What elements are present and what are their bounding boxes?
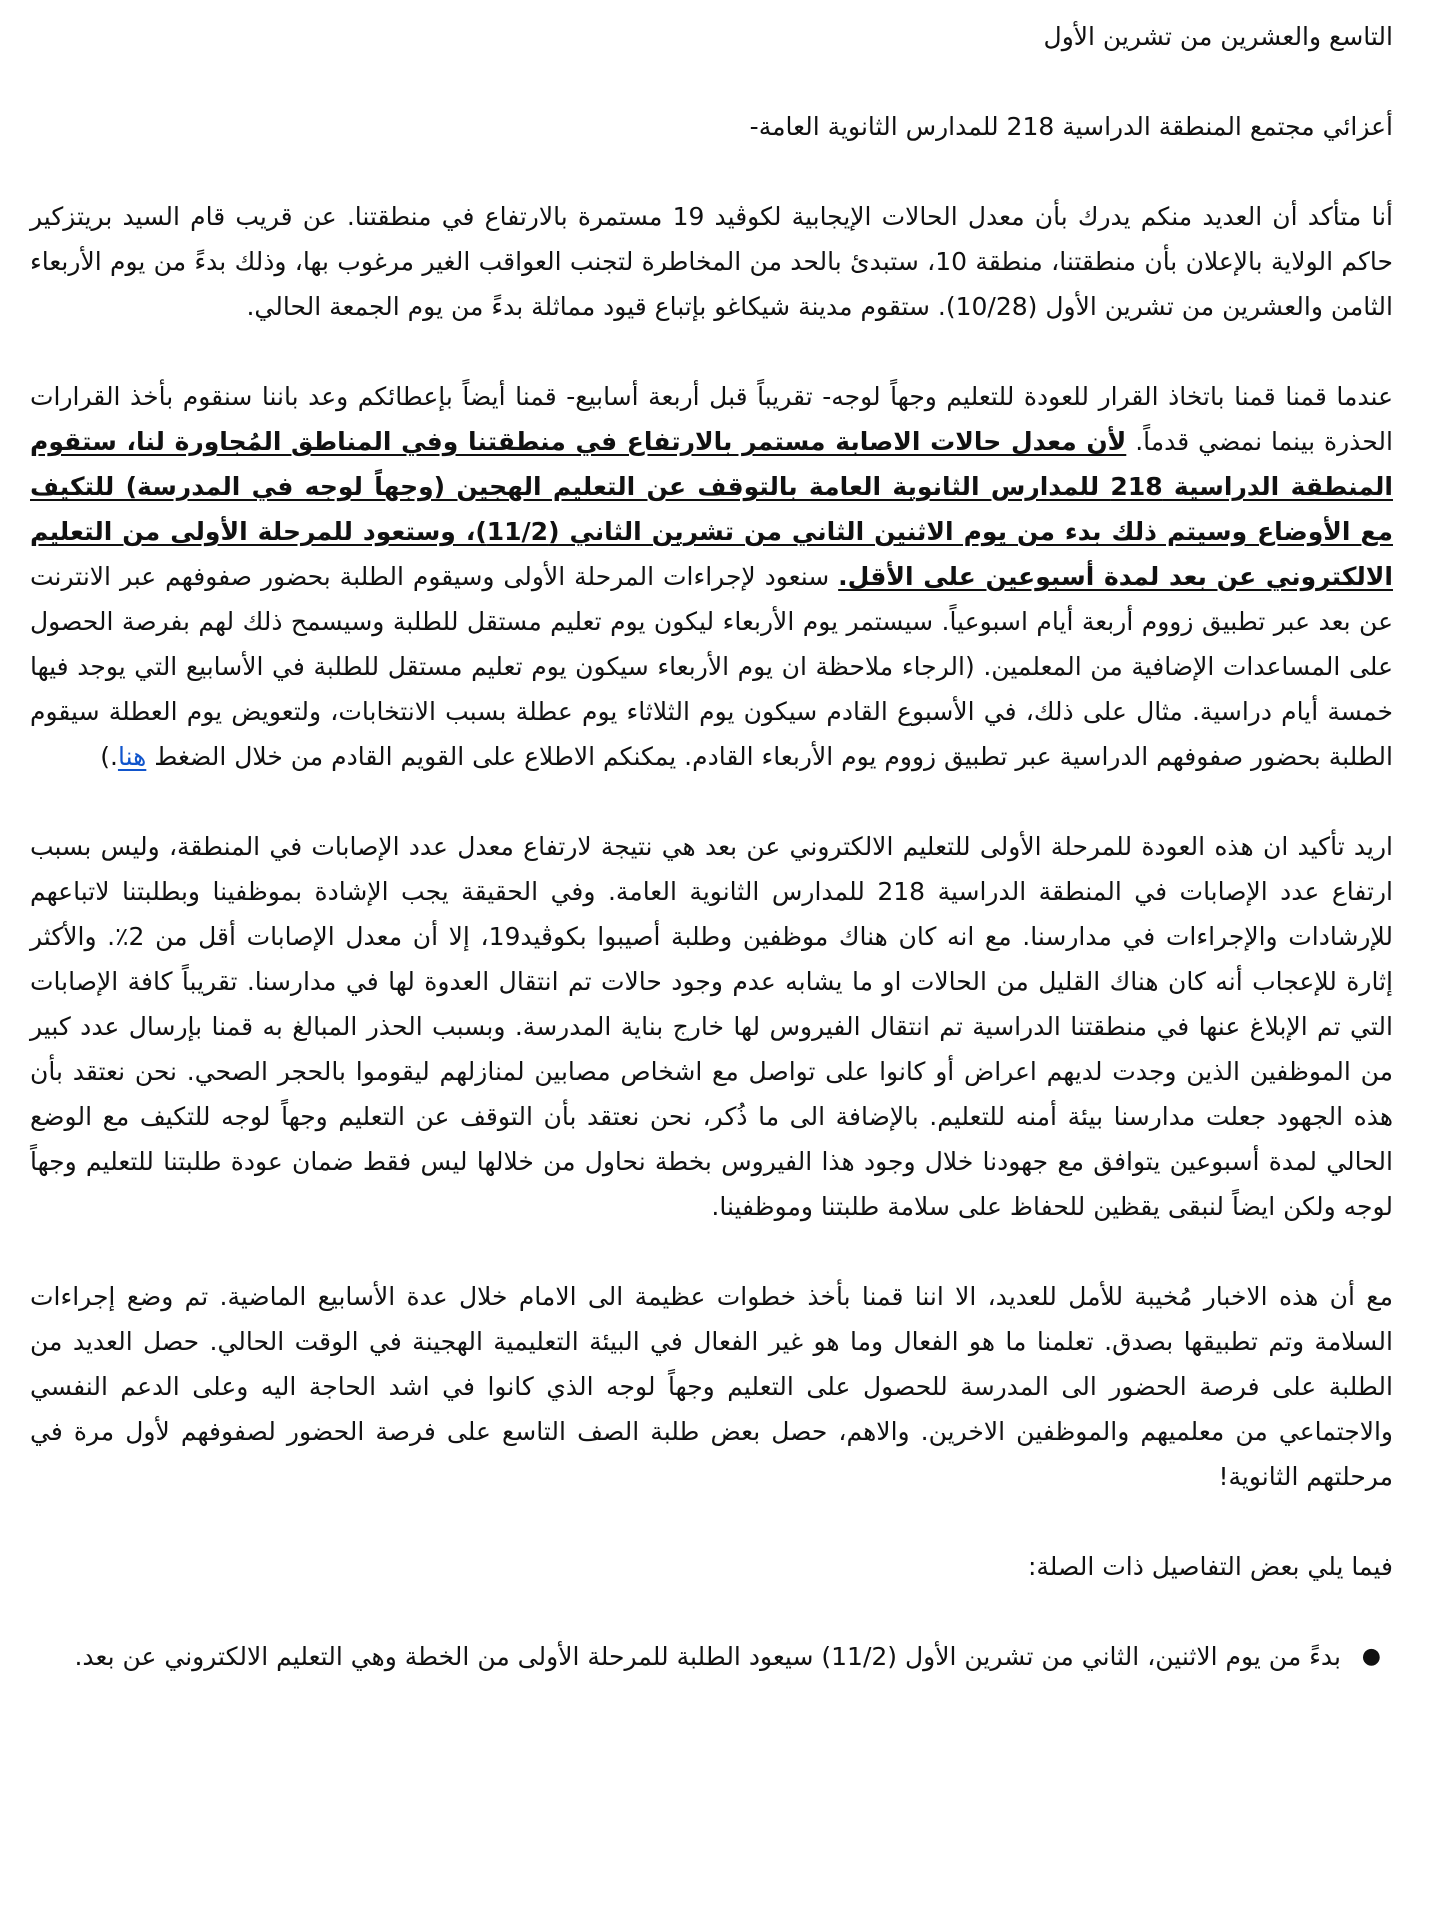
spacer <box>30 149 1393 194</box>
spacer <box>30 329 1393 374</box>
spacer <box>30 59 1393 104</box>
details-heading: فيما يلي بعض التفاصيل ذات الصلة: <box>1027 1552 1393 1581</box>
paragraph-decision <box>30 374 1393 779</box>
paragraph-progress: مع أن هذه الاخبار مُخيبة للأمل للعديد، الا اننا قمنا بأخذ خطوات عظيمة الى الامام خلال عدة الأسابيع الماضية. تم وضع إجراءات السلامة وتم تطبيقها بصدق. تعلمنا ما هو الفعال وما هو غير الفعال في البيئة التعليمية الهجينة في الوقت الحالي. حصل العديد من الطلبة على فرصة الحضور الى المدرسة للحصول على التعليم وجهاً لوجه الذي كانوا في اشد الحاجة اليه وعلى الدعم النفسي والاجتماعي من معلميهم والموظفين الاخرين. والاهم، حصل بعض طلبة الصف التاسع على فرصة الحضور لصفوفهم لأول مرة في مرحلتهم الثانوية! <box>30 1282 1393 1491</box>
spacer <box>30 1589 1393 1634</box>
decision-intro-text: عندما قمنا قمنا باتخاذ القرار للعودة للتعليم وجهاً لوجه- تقريباً قبل أربعة أسابيع- قمنا أيضاً بإعطائكم وعد باننا سنقوم بأخذ القرارات الحذرة بينما نمضي قدماً. <box>30 382 1393 456</box>
spacer <box>30 1499 1393 1544</box>
decision-details-text: سنعود لإجراءات المرحلة الأولى وسيقوم الطلبة بحضور صفوفهم عبر الانترنت عن بعد عبر تطبيق زووم أربعة أيام اسبوعياً. سيستمر يوم الأربعاء ليكون يوم تعليم مستقل للطلبة وسيسمح ذلك لهم بفرصة الحصول على المساعدات الإضافية من المعلمين. (الرجاء ملاحظة ان يوم الأربعاء سيكون يوم تعليم مستقل للطلبة في الأسابيع التي يوجد فيها خمسة أيام دراسية. مثال على ذلك، في الأسبوع القادم سيكون يوم الثلاثاء يوم عطلة بسبب الانتخابات، ولتعويض يوم العطلة سيقوم الطلبة بحضور صفوفهم الدراسية عبر تطبيق زووم يوم الأربعاء القادم. يمكنكم الاطلاع على القويم القادم من خلال الضغط <box>30 562 1393 771</box>
decision-bold-announcement: لأن معدل حالات الاصابة مستمر بالارتفاع في منطقتنا وفي المناطق المُجاورة لنا، ستقوم المنطقة الدراسية 218 للمدارس الثانوية العامة بالتوقف عن التعليم الهجين (وجهاً لوجه في المدرسة) للتكيف مع الأوضاع وسيتم ذلك بدء من يوم الاثنين الثاني من تشرين الثاني (11/2)، وستعود للمرحلة الأولى من التعليم الالكتروني عن بعد لمدة أسبوعين على الأقل. <box>30 427 1393 591</box>
details-list <box>30 1634 1393 1679</box>
decision-closing-text: .) <box>100 742 118 771</box>
bullet-icon: ● <box>1361 1644 1381 1669</box>
letter-date: التاسع والعشرين من تشرين الأول <box>1043 22 1393 51</box>
spacer <box>30 779 1393 824</box>
list-item <box>30 1634 1381 1679</box>
list-item-text: بدءً من يوم الاثنين، الثاني من تشرين الأول (11/2) سيعود الطلبة للمرحلة الأولى من الخطة وهي التعليم الالكتروني عن بعد. <box>74 1642 1341 1671</box>
letter-greeting: أعزائي مجتمع المنطقة الدراسية 218 للمدارس الثانوية العامة- <box>749 112 1393 141</box>
paragraph-covid-rise: أنا متأكد أن العديد منكم يدرك بأن معدل الحالات الإيجابية لكوڤيد 19 مستمرة بالارتفاع في منطقتنا. عن قريب قام السيد بريتزكير حاكم الولاية بالإعلان بأن منطقتنا، منطقة 10، ستبدئ بالحد من المخاطرة لتجنب العواقب الغير مرغوب بها، وذلك بدءً من يوم الأربعاء الثامن والعشرين من تشرين الأول (10/28). ستقوم مدينة شيكاغو بإتباع قيود مماثلة بدءً من يوم الجمعة الحالي. <box>30 202 1394 321</box>
paragraph-clarification: اريد تأكيد ان هذه العودة للمرحلة الأولى للتعليم الالكتروني عن بعد هي نتيجة لارتفاع معدل عدد الإصابات في المنطقة، وليس بسبب ارتفاع عدد الإصابات في المنطقة الدراسية 218 للمدارس الثانوية العامة. وفي الحقيقة يجب الإشادة بموظفينا وبطلبتنا لاتباعهم للإرشادات والإجراءات في مدارسنا. مع انه كان هناك موظفين وطلبة أصيبوا بكوڤيد19، إلا أن معدل الإصابات أقل من 2٪. والأكثر إثارة للإعجاب أنه كان هناك القليل من الحالات او ما يشابه عدم وجود حالات تم انتقال العدوة لها في مدارسنا. تقريباً كافة الإصابات التي تم الإبلاغ عنها في منطقتنا الدراسية تم انتقال الفيروس لها خارج بناية المدرسة. وبسبب الحذر المبالغ به قمنا بإرسال عدد كبير من الموظفين الذين وجدت لديهم اعراض أو كانوا على تواصل مع اشخاص مصابين لمنازلهم ليقوموا بالحجر الصحي. نحن نعتقد بأن هذه الجهود جعلت مدارسنا بيئة أمنه للتعليم. بالإضافة الى ما ذُكر، نحن نعتقد بأن التوقف عن التعليم وجهاً لوجه للتكيف مع الوضع الحالي لمدة أسبوعين يتوافق مع جهودنا خلال وجود هذا الفيروس بخطة نحاول من خلالها ليس فقط ضمان عودة طلبتنا للتعليم وجهاً لوجه ولكن ايضاً لنبقى يقظين للحفاظ على سلامة طلبتنا وموظفينا. <box>30 832 1394 1221</box>
spacer <box>30 1229 1393 1274</box>
calendar-link[interactable]: هنا <box>117 742 147 771</box>
